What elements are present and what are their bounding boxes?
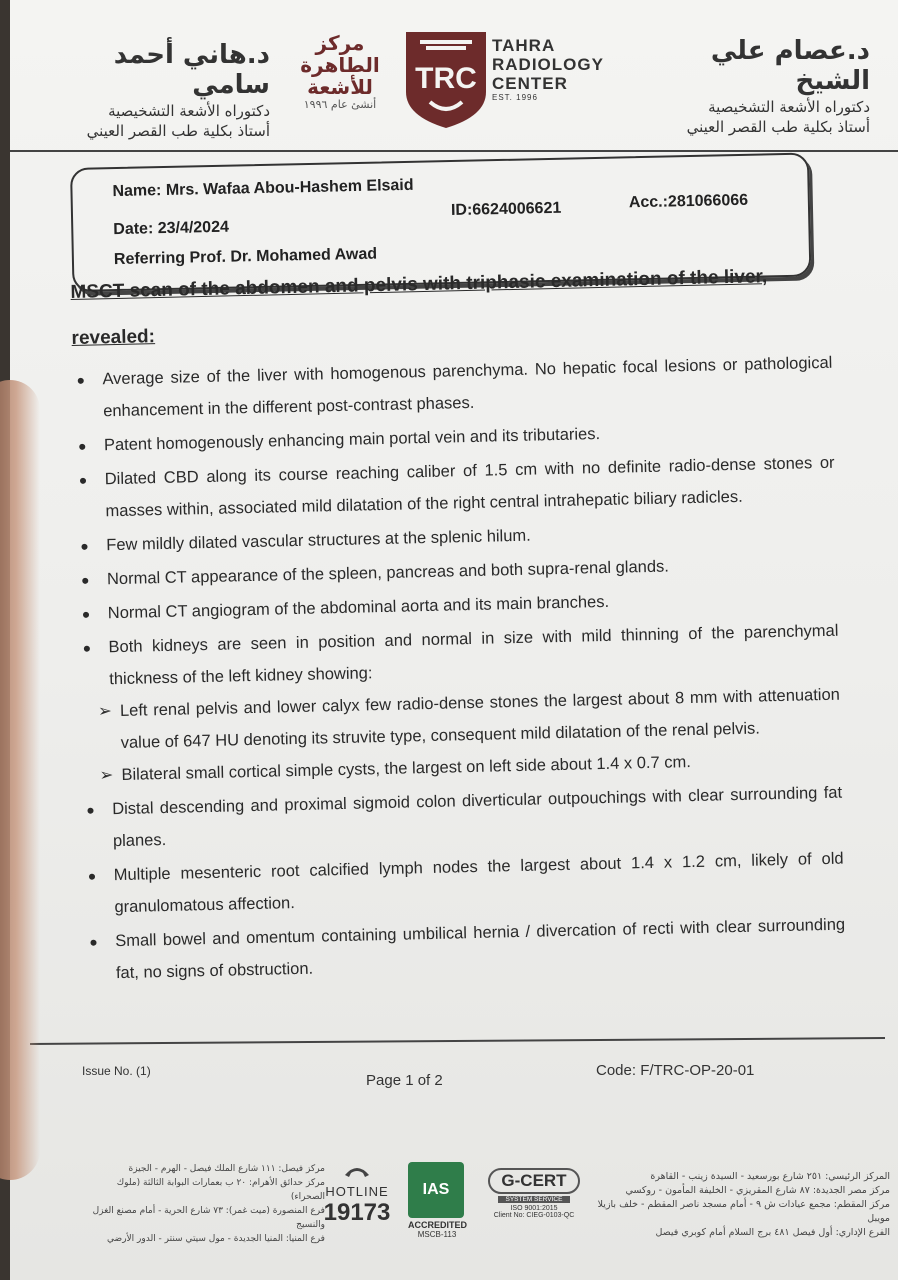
bullet-icon: ● [87, 867, 97, 884]
arrow-bullet-icon: ➢ [99, 766, 114, 785]
gcert-badge [488, 1168, 580, 1219]
hotline-label: HOTLINE [325, 1184, 389, 1199]
findings-list [72, 347, 846, 990]
hotline-number: 19173 [323, 1199, 391, 1226]
branch-addresses-left [80, 1162, 325, 1246]
arrow-bullet-icon: ➢ [97, 702, 113, 721]
center-name-arabic [280, 32, 400, 111]
address-line: فرع المنيا: المنيا الجديدة - مول سيتي سنتر - الدور الأرضي [107, 1234, 325, 1244]
bullet-icon: ● [86, 801, 95, 818]
phone-icon [343, 1165, 371, 1179]
left-doctor-position: أستاذ بكلية طب القصر العيني [86, 122, 270, 140]
address-line: فرع المنصورة (ميت غمر): ٧٣ شارع الحرية - أمام مصنع الغزل والنسيج [92, 1206, 325, 1230]
bullet-icon: ● [89, 933, 98, 950]
ias-accreditation-badge [408, 1162, 466, 1239]
left-doctor-name: د.هاني أحمد سامي [113, 40, 270, 100]
report-heading: MSCT scan of the abdomen and pelvis with triphasic examination of the liver, revealed: [70, 266, 768, 349]
gcert-logo-icon: G-CERT [488, 1168, 580, 1194]
hotline-block [322, 1165, 392, 1227]
finding-item: ● Small bowel and omentum containing umbilical hernia / divercation of recti with clear surrounding fat, no signs of obstruction. [89, 915, 846, 983]
report-paper [10, 0, 898, 1280]
document-code: Code: F/TRC-OP-20-01 [596, 1062, 755, 1079]
patient-id: ID:6624006621 [450, 199, 562, 220]
center-name-english [492, 36, 604, 102]
header-divider [10, 150, 898, 152]
gcert-service: SYSTEM SERVICE [498, 1196, 570, 1203]
address-line: مركز مصر الجديدة: ٨٧ شارع المقريزي - الخليفة المأمون - روكسي [625, 1185, 890, 1196]
kidney-subitem: ➢ Bilateral small cortical simple cysts, the largest on left side about 1.4 x 0.7 cm. [81, 743, 842, 792]
address-line: الفرع الإداري: أول فيصل ٤٨١ برج السلام أمام كوبري فيصل [655, 1227, 890, 1238]
center-en-line-3: CENTER [492, 74, 568, 93]
kidney-subitem: ➢ Left renal pelvis and lower calyx few radio-dense stones the largest about 8 mm with attenuation value of 647 HU denoting its struvite type, consequent mild dilatation of the renal pelvis. [97, 685, 841, 752]
gcert-iso: ISO 9001:2015 [510, 1205, 558, 1212]
letterhead [10, 0, 898, 150]
center-ar-line-2: الطاهرة [300, 53, 380, 77]
bullet-icon: ● [77, 437, 87, 454]
center-ar-line-3: للأشعة [307, 75, 373, 99]
address-line: مركز حدائق الأهرام: ٢٠ ب بعمارات البوابة الثالثة (ملوك الصحراء) [116, 1178, 325, 1202]
center-en-line-1: TAHRA [492, 36, 556, 55]
referring-doctor: Referring Prof. Dr. Mohamed Awad [113, 245, 378, 269]
finding-item: ● Average size of the liver with homogenous parenchyma. No hepatic focal lesions or pathological enhancement in the different post-contrast phases. [76, 353, 833, 421]
bullet-icon: ● [81, 605, 91, 622]
branch-addresses-right [595, 1170, 890, 1240]
center-en-est: EST. 1996 [492, 93, 538, 102]
finding-item: ● Normal CT appearance of the spleen, pancreas and both supra-renal glands. [77, 547, 838, 596]
finding-item: ● Both kidneys are seen in position and normal in size with mild thinning of the parenchymal thickness of the left kidney showing: [82, 621, 839, 689]
patient-name: Name: Mrs. Wafaa Abou-Hashem Elsaid [112, 176, 414, 201]
address-line: مركز فيصل: ١١١ شارع الملك فيصل - الهرم - الجيزة [128, 1164, 325, 1174]
trc-logo-text: TRC [415, 62, 477, 95]
trc-logo-icon [400, 28, 492, 130]
finding-item: ● Multiple mesenteric root calcified lymph nodes the largest about 1.4 x 1.2 cm, likely of old granulomatous affection. [87, 849, 844, 917]
right-doctor-block [630, 36, 870, 136]
address-line: مركز المقطم: مجمع عيادات ش ٩ - أمام مسجد ناصر المقطم - خلف بازيلا مويبل [597, 1199, 890, 1224]
holding-thumb [0, 380, 40, 1180]
accession-number: Acc.:281066066 [628, 191, 749, 212]
footer-divider [30, 1037, 885, 1045]
right-doctor-position: أستاذ بكلية طب القصر العيني [686, 118, 870, 136]
page-number: Page 1 of 2 [366, 1072, 443, 1089]
center-en-line-2: RADIOLOGY [492, 55, 604, 74]
ias-code: MSCB-113 [417, 1230, 457, 1239]
finding-item: ● Normal CT angiogram of the abdominal aorta and its main branches. [77, 581, 838, 630]
bullet-icon: ● [80, 537, 89, 554]
finding-item: ● Few mildly dilated vascular structures at the splenic hilum. [76, 513, 837, 562]
gcert-client: Client No: CIEG-0103-QC [493, 1212, 575, 1219]
center-ar-line-1: مركز [315, 31, 365, 55]
left-doctor-block [30, 40, 270, 140]
bullet-icon: ● [78, 471, 88, 488]
address-line: المركز الرئيسي: ٢٥١ شارع بورسعيد - السيدة زينب - القاهرة [650, 1171, 890, 1182]
bullet-icon: ● [82, 639, 92, 656]
finding-item: ● Dilated CBD along its course reaching caliber of 1.5 cm with no definite radio-dense stones or masses within, associated mild dilatation of the right central intrahepatic biliary radicles. [78, 453, 835, 521]
issue-number: Issue No. (1) [82, 1064, 151, 1078]
center-ar-est: أنشئ عام ١٩٩٦ [303, 98, 377, 111]
right-doctor-title: دكتوراه الأشعة التشخيصية [708, 98, 870, 116]
bullet-icon: ● [76, 371, 86, 388]
left-doctor-title: دكتوراه الأشعة التشخيصية [108, 102, 270, 120]
right-doctor-name: د.عصام علي الشيخ [710, 36, 870, 96]
finding-item: ● Distal descending and proximal sigmoid colon diverticular outpouchings with clear surrounding fat planes. [86, 783, 843, 851]
exam-date: Date: 23/4/2024 [113, 218, 230, 239]
ias-accredited-label: ACCREDITED [408, 1220, 468, 1230]
bullet-icon: ● [80, 571, 90, 588]
finding-item: ● Patent homogenously enhancing main portal vein and its tributaries. [74, 413, 835, 462]
report-body [70, 253, 846, 990]
ias-logo-icon: IAS [408, 1162, 464, 1218]
